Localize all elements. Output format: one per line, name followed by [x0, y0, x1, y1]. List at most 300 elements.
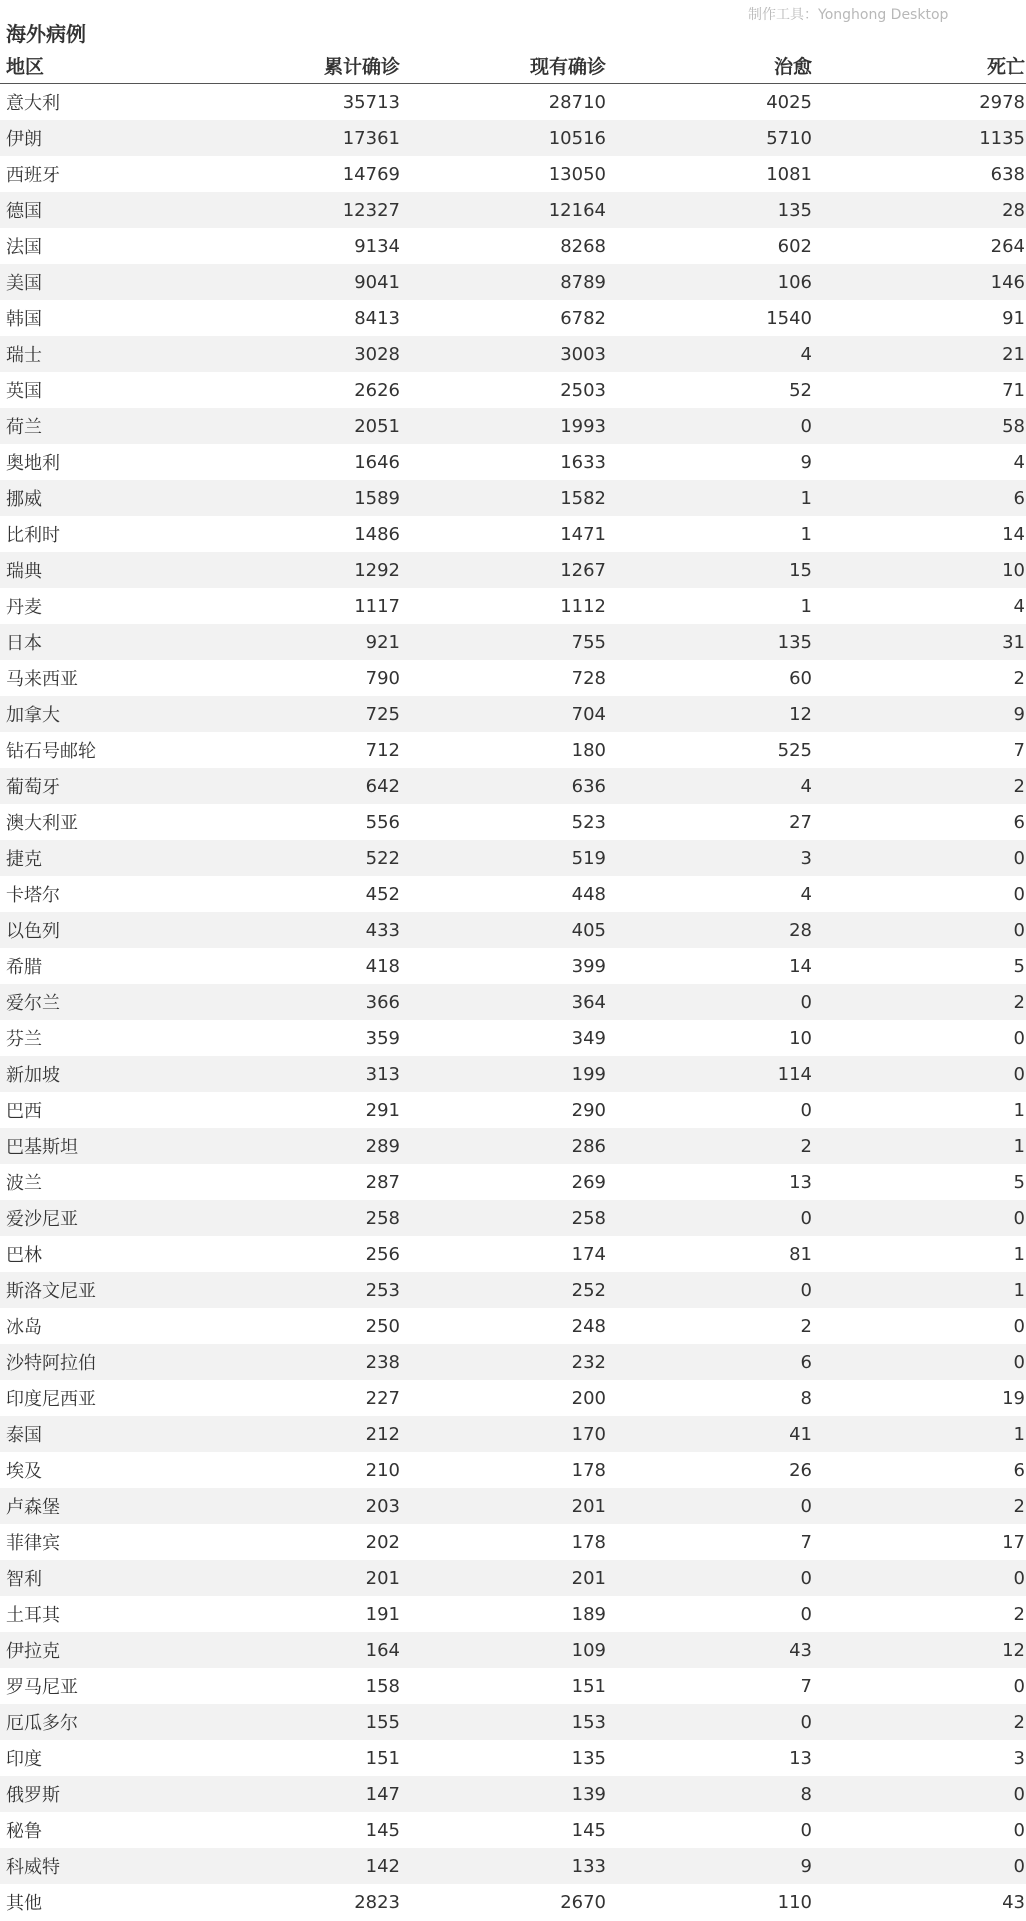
cell-recovered: 4 — [800, 883, 812, 905]
cell-region: 巴林 — [6, 1245, 42, 1266]
cell-cumulative: 2051 — [200, 408, 400, 444]
cell-current: 364 — [400, 984, 606, 1020]
cell-deaths: 2 — [812, 768, 1026, 804]
cell-deaths: 0 — [812, 1560, 1026, 1596]
cell-cumulative: 212 — [200, 1416, 400, 1452]
cell-cumulative: 1646 — [354, 451, 400, 473]
cell-current: 269 — [571, 1171, 606, 1193]
cell-recovered: 1 — [800, 595, 812, 617]
cases-table — [0, 48, 1026, 1920]
cell-current: 248 — [571, 1315, 606, 1337]
cell-current: 519 — [400, 840, 606, 876]
table-row — [0, 1164, 1026, 1200]
cell-region: 俄罗斯 — [0, 1776, 200, 1812]
table-row — [0, 1272, 1026, 1308]
cell-current: 1267 — [400, 552, 606, 588]
table-row — [0, 1452, 1026, 1488]
cell-cumulative: 158 — [365, 1675, 400, 1697]
cell-current: 200 — [571, 1387, 606, 1409]
cell-current: 178 — [571, 1531, 606, 1553]
cell-deaths: 21 — [812, 336, 1026, 372]
table-row — [0, 1740, 1026, 1776]
cell-recovered: 13 — [789, 1747, 812, 1769]
cell-recovered: 3 — [606, 840, 812, 876]
cell-deaths: 0 — [1013, 1675, 1025, 1697]
cell-region: 西班牙 — [6, 165, 60, 186]
cell-cumulative: 191 — [365, 1603, 400, 1625]
cell-deaths: 17 — [1002, 1531, 1025, 1553]
cell-recovered: 7 — [800, 1531, 812, 1553]
cell-deaths: 0 — [812, 1848, 1026, 1884]
cell-cumulative: 2823 — [354, 1891, 400, 1913]
cell-deaths: 0 — [1013, 1819, 1025, 1841]
table-row — [0, 336, 1026, 372]
cell-region: 爱尔兰 — [0, 984, 200, 1020]
cell-recovered: 27 — [789, 811, 812, 833]
cell-deaths: 9 — [812, 696, 1026, 732]
cell-cumulative: 366 — [200, 984, 400, 1020]
table-row — [0, 516, 1026, 552]
cell-deaths: 28 — [812, 192, 1026, 228]
column-header-deaths: 死亡 — [812, 48, 1026, 84]
cell-current: 1471 — [560, 523, 606, 545]
cell-region: 荷兰 — [0, 408, 200, 444]
cell-recovered: 525 — [777, 739, 812, 761]
cell-cumulative: 151 — [365, 1747, 400, 1769]
cell-region: 葡萄牙 — [0, 768, 200, 804]
cell-current: 199 — [400, 1056, 606, 1092]
cell-deaths: 2 — [812, 1704, 1026, 1740]
cell-region: 以色列 — [0, 912, 200, 948]
cell-recovered: 0 — [606, 408, 812, 444]
cell-cumulative: 17361 — [200, 120, 400, 156]
cell-recovered: 0 — [800, 1819, 812, 1841]
cell-current: 252 — [400, 1272, 606, 1308]
cell-cumulative: 227 — [365, 1387, 400, 1409]
cell-deaths: 2 — [812, 984, 1026, 1020]
table-row — [0, 228, 1026, 264]
cell-recovered: 0 — [606, 1704, 812, 1740]
cell-current: 1993 — [400, 408, 606, 444]
table-row — [0, 660, 1026, 696]
cell-deaths: 0 — [812, 840, 1026, 876]
cell-cumulative: 359 — [365, 1027, 400, 1049]
cell-recovered: 26 — [789, 1459, 812, 1481]
cell-region: 加拿大 — [0, 696, 200, 732]
cell-current: 151 — [571, 1675, 606, 1697]
cell-region: 罗马尼亚 — [6, 1677, 78, 1698]
cell-current: 232 — [400, 1344, 606, 1380]
header-row — [0, 48, 1026, 84]
cell-recovered: 0 — [606, 1488, 812, 1524]
cell-region: 捷克 — [0, 840, 200, 876]
cell-current: 8789 — [400, 264, 606, 300]
cell-recovered: 1081 — [766, 163, 812, 185]
cell-region: 芬兰 — [6, 1029, 42, 1050]
cell-cumulative: 155 — [200, 1704, 400, 1740]
cell-deaths: 3 — [1013, 1747, 1025, 1769]
cell-recovered: 4 — [606, 768, 812, 804]
cell-deaths: 5 — [1013, 1171, 1025, 1193]
cell-region: 波兰 — [6, 1173, 42, 1194]
cell-cumulative: 147 — [200, 1776, 400, 1812]
cell-cumulative: 725 — [200, 696, 400, 732]
table-row — [0, 1704, 1026, 1740]
cell-current: 135 — [571, 1747, 606, 1769]
cell-recovered: 0 — [800, 1603, 812, 1625]
cell-current: 728 — [571, 667, 606, 689]
cell-current: 399 — [571, 955, 606, 977]
cell-current: 1582 — [400, 480, 606, 516]
cell-cumulative: 35713 — [342, 91, 400, 113]
cell-cumulative: 145 — [365, 1819, 400, 1841]
cell-recovered: 8 — [606, 1776, 812, 1812]
table-row — [0, 1344, 1026, 1380]
cell-region: 泰国 — [0, 1416, 200, 1452]
cell-current: 349 — [571, 1027, 606, 1049]
cell-recovered: 2 — [606, 1128, 812, 1164]
table-row — [0, 1056, 1026, 1092]
cell-current: 258 — [400, 1200, 606, 1236]
cell-region: 沙特阿拉伯 — [0, 1344, 200, 1380]
cell-deaths: 10 — [812, 552, 1026, 588]
cell-current: 10516 — [400, 120, 606, 156]
cell-deaths: 6 — [812, 480, 1026, 516]
cell-cumulative: 712 — [365, 739, 400, 761]
cell-current: 2503 — [560, 379, 606, 401]
cell-cumulative: 790 — [365, 667, 400, 689]
cell-recovered: 5710 — [606, 120, 812, 156]
cell-cumulative: 313 — [200, 1056, 400, 1092]
cell-recovered: 0 — [606, 1560, 812, 1596]
cell-cumulative: 2626 — [354, 379, 400, 401]
cell-region: 卡塔尔 — [6, 885, 60, 906]
cell-deaths: 91 — [1002, 307, 1025, 329]
cell-current: 448 — [571, 883, 606, 905]
cell-recovered: 4 — [606, 336, 812, 372]
cell-current: 178 — [571, 1459, 606, 1481]
cell-region: 卢森堡 — [0, 1488, 200, 1524]
cell-current: 704 — [400, 696, 606, 732]
cell-region: 挪威 — [0, 480, 200, 516]
cell-recovered: 10 — [789, 1027, 812, 1049]
table-row — [0, 1416, 1026, 1452]
cell-region: 斯洛文尼亚 — [0, 1272, 200, 1308]
table-row — [0, 876, 1026, 912]
cell-recovered: 41 — [606, 1416, 812, 1452]
column-header-recovered: 治愈 — [606, 48, 812, 84]
cell-deaths: 638 — [990, 163, 1025, 185]
cell-recovered: 28 — [606, 912, 812, 948]
cell-cumulative: 433 — [200, 912, 400, 948]
table-row — [0, 1668, 1026, 1704]
table-row — [0, 300, 1026, 336]
cell-cumulative: 289 — [200, 1128, 400, 1164]
cell-recovered: 14 — [789, 955, 812, 977]
cell-cumulative: 1589 — [200, 480, 400, 516]
cell-region: 美国 — [0, 264, 200, 300]
cell-current: 153 — [400, 1704, 606, 1740]
cell-region: 英国 — [6, 381, 42, 402]
cell-cumulative: 287 — [365, 1171, 400, 1193]
cell-deaths: 2 — [1013, 667, 1025, 689]
cell-recovered: 52 — [789, 379, 812, 401]
cell-current: 12164 — [400, 192, 606, 228]
table-row — [0, 1308, 1026, 1344]
cell-current: 6782 — [560, 307, 606, 329]
cell-current: 133 — [400, 1848, 606, 1884]
cell-region: 比利时 — [6, 525, 60, 546]
cell-current: 1112 — [560, 595, 606, 617]
cell-current: 170 — [400, 1416, 606, 1452]
cell-current: 290 — [571, 1099, 606, 1121]
table-row — [0, 480, 1026, 516]
cell-recovered: 9 — [606, 1848, 812, 1884]
cell-region: 巴西 — [6, 1101, 42, 1122]
table-row — [0, 408, 1026, 444]
table-row — [0, 840, 1026, 876]
cell-region: 丹麦 — [6, 597, 42, 618]
cell-cumulative: 164 — [200, 1632, 400, 1668]
cell-current: 2670 — [560, 1891, 606, 1913]
cell-recovered: 15 — [606, 552, 812, 588]
table-row — [0, 1524, 1026, 1560]
cell-region: 科威特 — [0, 1848, 200, 1884]
cell-deaths: 2 — [812, 1488, 1026, 1524]
cell-deaths: 12 — [812, 1632, 1026, 1668]
cell-deaths: 1 — [1013, 1243, 1025, 1265]
cell-current: 180 — [571, 739, 606, 761]
cell-region: 法国 — [6, 237, 42, 258]
cell-deaths: 0 — [812, 1056, 1026, 1092]
cell-recovered: 106 — [606, 264, 812, 300]
cell-region: 新加坡 — [0, 1056, 200, 1092]
table-row — [0, 1632, 1026, 1668]
table-row — [0, 264, 1026, 300]
cell-cumulative: 1486 — [354, 523, 400, 545]
table-row — [0, 1488, 1026, 1524]
cell-deaths: 1 — [812, 1416, 1026, 1452]
cell-region: 希腊 — [6, 957, 42, 978]
cell-cumulative: 1117 — [354, 595, 400, 617]
cell-deaths: 0 — [812, 912, 1026, 948]
cell-region: 秘鲁 — [6, 1821, 42, 1842]
cell-deaths: 0 — [812, 1200, 1026, 1236]
table-row — [0, 912, 1026, 948]
cell-recovered: 2 — [800, 1315, 812, 1337]
cell-deaths: 1 — [812, 1272, 1026, 1308]
column-header-cumulative: 累计确诊 — [200, 48, 400, 84]
cell-region: 瑞士 — [0, 336, 200, 372]
cell-region: 日本 — [0, 624, 200, 660]
cell-deaths: 6 — [1013, 811, 1025, 833]
cell-cumulative: 203 — [200, 1488, 400, 1524]
cell-current: 145 — [571, 1819, 606, 1841]
table-row — [0, 1128, 1026, 1164]
cell-region: 埃及 — [6, 1461, 42, 1482]
cell-region: 德国 — [0, 192, 200, 228]
cell-recovered: 60 — [789, 667, 812, 689]
table-row — [0, 444, 1026, 480]
cell-recovered: 135 — [606, 192, 812, 228]
cell-cumulative: 8413 — [354, 307, 400, 329]
table-row — [0, 588, 1026, 624]
cell-recovered: 0 — [606, 984, 812, 1020]
credit-watermark: 制作工具：Yonghong Desktop — [748, 7, 949, 23]
cell-deaths: 264 — [990, 235, 1025, 257]
cell-current: 28710 — [548, 91, 606, 113]
cell-region: 韩国 — [6, 309, 42, 330]
cell-deaths: 0 — [1013, 1315, 1025, 1337]
table-row — [0, 552, 1026, 588]
cell-cumulative: 258 — [200, 1200, 400, 1236]
cell-recovered: 1 — [800, 523, 812, 545]
cell-deaths: 0 — [1013, 883, 1025, 905]
cell-current: 189 — [571, 1603, 606, 1625]
cell-deaths: 71 — [1002, 379, 1025, 401]
cell-cumulative: 201 — [200, 1560, 400, 1596]
cell-region: 印度 — [6, 1749, 42, 1770]
cell-deaths: 1135 — [812, 120, 1026, 156]
cell-deaths: 7 — [1013, 739, 1025, 761]
cell-cumulative: 202 — [365, 1531, 400, 1553]
cell-recovered: 6 — [606, 1344, 812, 1380]
cell-current: 636 — [400, 768, 606, 804]
cell-region: 伊朗 — [0, 120, 200, 156]
cell-recovered: 135 — [606, 624, 812, 660]
cell-region: 土耳其 — [6, 1605, 60, 1626]
cell-deaths: 0 — [1013, 1027, 1025, 1049]
cell-cumulative: 14769 — [342, 163, 400, 185]
cell-cumulative: 9041 — [200, 264, 400, 300]
table-row — [0, 1848, 1026, 1884]
cell-cumulative: 3028 — [200, 336, 400, 372]
cell-cumulative: 210 — [365, 1459, 400, 1481]
table-row — [0, 120, 1026, 156]
table-row — [0, 1812, 1026, 1848]
cell-deaths: 4 — [1013, 595, 1025, 617]
table-row — [0, 1596, 1026, 1632]
table-row — [0, 948, 1026, 984]
cell-current: 201 — [400, 1560, 606, 1596]
cell-cumulative: 642 — [200, 768, 400, 804]
cell-cumulative: 9134 — [354, 235, 400, 257]
cell-deaths: 1 — [1013, 1099, 1025, 1121]
cell-current: 3003 — [400, 336, 606, 372]
cell-current: 8268 — [560, 235, 606, 257]
table-row — [0, 1776, 1026, 1812]
cell-cumulative: 142 — [200, 1848, 400, 1884]
table-row — [0, 1200, 1026, 1236]
column-header-region: 地区 — [0, 48, 200, 84]
cell-deaths: 58 — [812, 408, 1026, 444]
cell-cumulative: 418 — [365, 955, 400, 977]
cell-recovered: 7 — [800, 1675, 812, 1697]
table-row — [0, 984, 1026, 1020]
cell-region: 马来西亚 — [6, 669, 78, 690]
cell-cumulative: 12327 — [200, 192, 400, 228]
cell-deaths: 43 — [1002, 1891, 1025, 1913]
table-row — [0, 732, 1026, 768]
cell-cumulative: 291 — [365, 1099, 400, 1121]
table-row — [0, 1380, 1026, 1416]
cell-current: 755 — [400, 624, 606, 660]
table-body — [0, 84, 1026, 1921]
cell-region: 巴基斯坦 — [0, 1128, 200, 1164]
cell-cumulative: 921 — [200, 624, 400, 660]
cell-deaths: 2 — [1013, 1603, 1025, 1625]
cell-deaths: 31 — [812, 624, 1026, 660]
table-row — [0, 696, 1026, 732]
cell-region: 奥地利 — [6, 453, 60, 474]
cell-recovered: 4025 — [766, 91, 812, 113]
cell-deaths: 6 — [1013, 1459, 1025, 1481]
cell-deaths: 5 — [1013, 955, 1025, 977]
cell-region: 菲律宾 — [6, 1533, 60, 1554]
cell-deaths: 1 — [812, 1128, 1026, 1164]
table-row — [0, 192, 1026, 228]
cell-cumulative: 250 — [365, 1315, 400, 1337]
cell-region: 冰岛 — [6, 1317, 42, 1338]
cell-deaths: 146 — [812, 264, 1026, 300]
cell-recovered: 81 — [789, 1243, 812, 1265]
cell-recovered: 114 — [606, 1056, 812, 1092]
cell-recovered: 9 — [800, 451, 812, 473]
cell-recovered: 12 — [606, 696, 812, 732]
cell-current: 13050 — [548, 163, 606, 185]
cell-deaths: 2978 — [979, 91, 1025, 113]
cell-recovered: 0 — [800, 1099, 812, 1121]
cell-recovered: 8 — [800, 1387, 812, 1409]
table-row — [0, 372, 1026, 408]
cell-recovered: 43 — [606, 1632, 812, 1668]
cell-current: 286 — [400, 1128, 606, 1164]
column-header-current: 现有确诊 — [400, 48, 606, 84]
cell-region: 钻石号邮轮 — [6, 741, 96, 762]
table-row — [0, 768, 1026, 804]
cell-region: 智利 — [0, 1560, 200, 1596]
cell-cumulative: 452 — [365, 883, 400, 905]
table-row — [0, 156, 1026, 192]
cell-recovered: 1540 — [766, 307, 812, 329]
cell-region: 伊拉克 — [0, 1632, 200, 1668]
cell-cumulative: 253 — [200, 1272, 400, 1308]
table-row — [0, 1092, 1026, 1128]
table-row — [0, 1560, 1026, 1596]
table-row — [0, 624, 1026, 660]
cell-current: 109 — [400, 1632, 606, 1668]
cell-cumulative: 522 — [200, 840, 400, 876]
cell-current: 523 — [571, 811, 606, 833]
cell-recovered: 110 — [777, 1891, 812, 1913]
cell-deaths: 14 — [1002, 523, 1025, 545]
cell-region: 印度尼西亚 — [6, 1389, 96, 1410]
table-row — [0, 804, 1026, 840]
cell-recovered: 602 — [777, 235, 812, 257]
cell-current: 1633 — [560, 451, 606, 473]
cell-region: 厄瓜多尔 — [0, 1704, 200, 1740]
table-row — [0, 1884, 1026, 1920]
cell-current: 405 — [400, 912, 606, 948]
cell-region: 澳大利亚 — [6, 813, 78, 834]
cell-deaths: 19 — [1002, 1387, 1025, 1409]
cell-cumulative: 256 — [365, 1243, 400, 1265]
table-row — [0, 1236, 1026, 1272]
cell-region: 意大利 — [6, 93, 60, 114]
cell-region: 其他 — [6, 1893, 42, 1914]
table-row — [0, 1020, 1026, 1056]
cell-current: 174 — [571, 1243, 606, 1265]
